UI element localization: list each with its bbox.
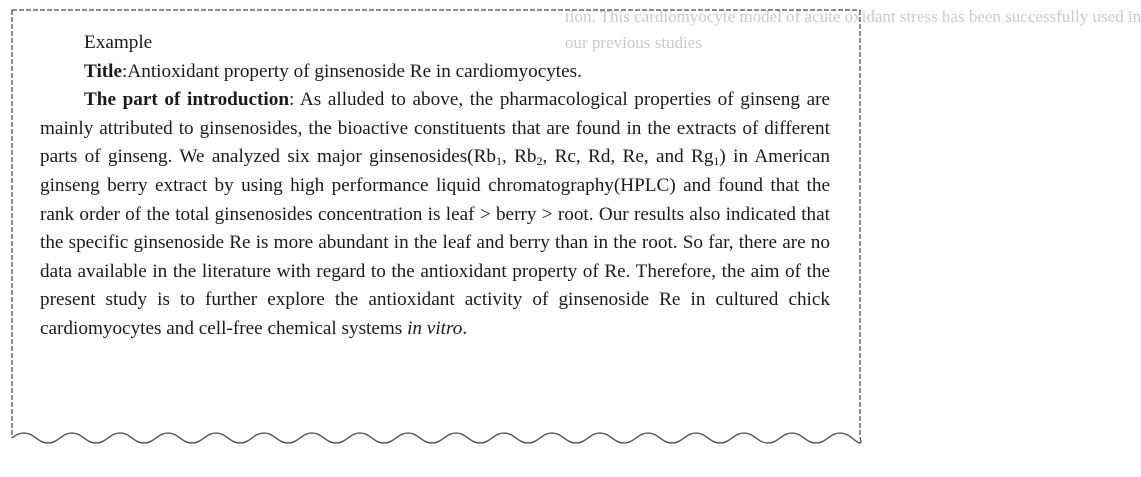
subscript-2: 2 bbox=[536, 154, 543, 169]
introduction-text-4: ) in American ginseng berry extract by using high performance liquid chromatography(HPLC) and found that the rank order of the total ginsenosides concentration is leaf > berry > root. Our results also indicated that the specific ginsenoside Re is more abundant in the leaf and berry than in the root. So far, there are no data available in the literature with regard to the antioxidant property of Re. Therefore, the aim of the present study is to further explore the antioxidant activity of ginsenoside Re in cultured chick cardiomyocytes and cell-free chemical systems bbox=[40, 146, 830, 339]
bleed-line: our previous studies bbox=[565, 33, 702, 52]
example-box bbox=[10, 8, 862, 455]
title-label: Title bbox=[84, 60, 123, 82]
introduction-end: . bbox=[462, 317, 468, 339]
introduction-paragraph bbox=[40, 86, 830, 343]
subscript-3: 1 bbox=[713, 154, 720, 169]
subscript-1: 1 bbox=[495, 154, 502, 169]
introduction-text-2: , Rb bbox=[501, 146, 537, 168]
introduction-text-1: As alluded to above, the pharmacological properties of ginseng are mainly attributed to ginsenosides, the bioactive constituents that are found in the extracts of different parts of ginseng. We analyzed six major ginsenosides(Rb bbox=[40, 89, 830, 168]
introduction-label: The part of introduction bbox=[84, 89, 290, 111]
title-line bbox=[84, 58, 830, 87]
title-separator: : bbox=[122, 60, 128, 82]
example-content bbox=[40, 29, 830, 344]
introduction-text-3: , Rc, Rd, Re, and Rg bbox=[542, 146, 714, 168]
title-text: Antioxidant property of ginsenoside Re in cardiomyocytes. bbox=[127, 60, 582, 82]
introduction-separator: : bbox=[289, 89, 295, 111]
bleed-line: tion. This cardiomyocyte model of acute oxidant stress has been successfully used in bbox=[565, 7, 1141, 26]
introduction-italic: in vitro bbox=[407, 317, 463, 339]
example-label: Example bbox=[84, 32, 153, 53]
